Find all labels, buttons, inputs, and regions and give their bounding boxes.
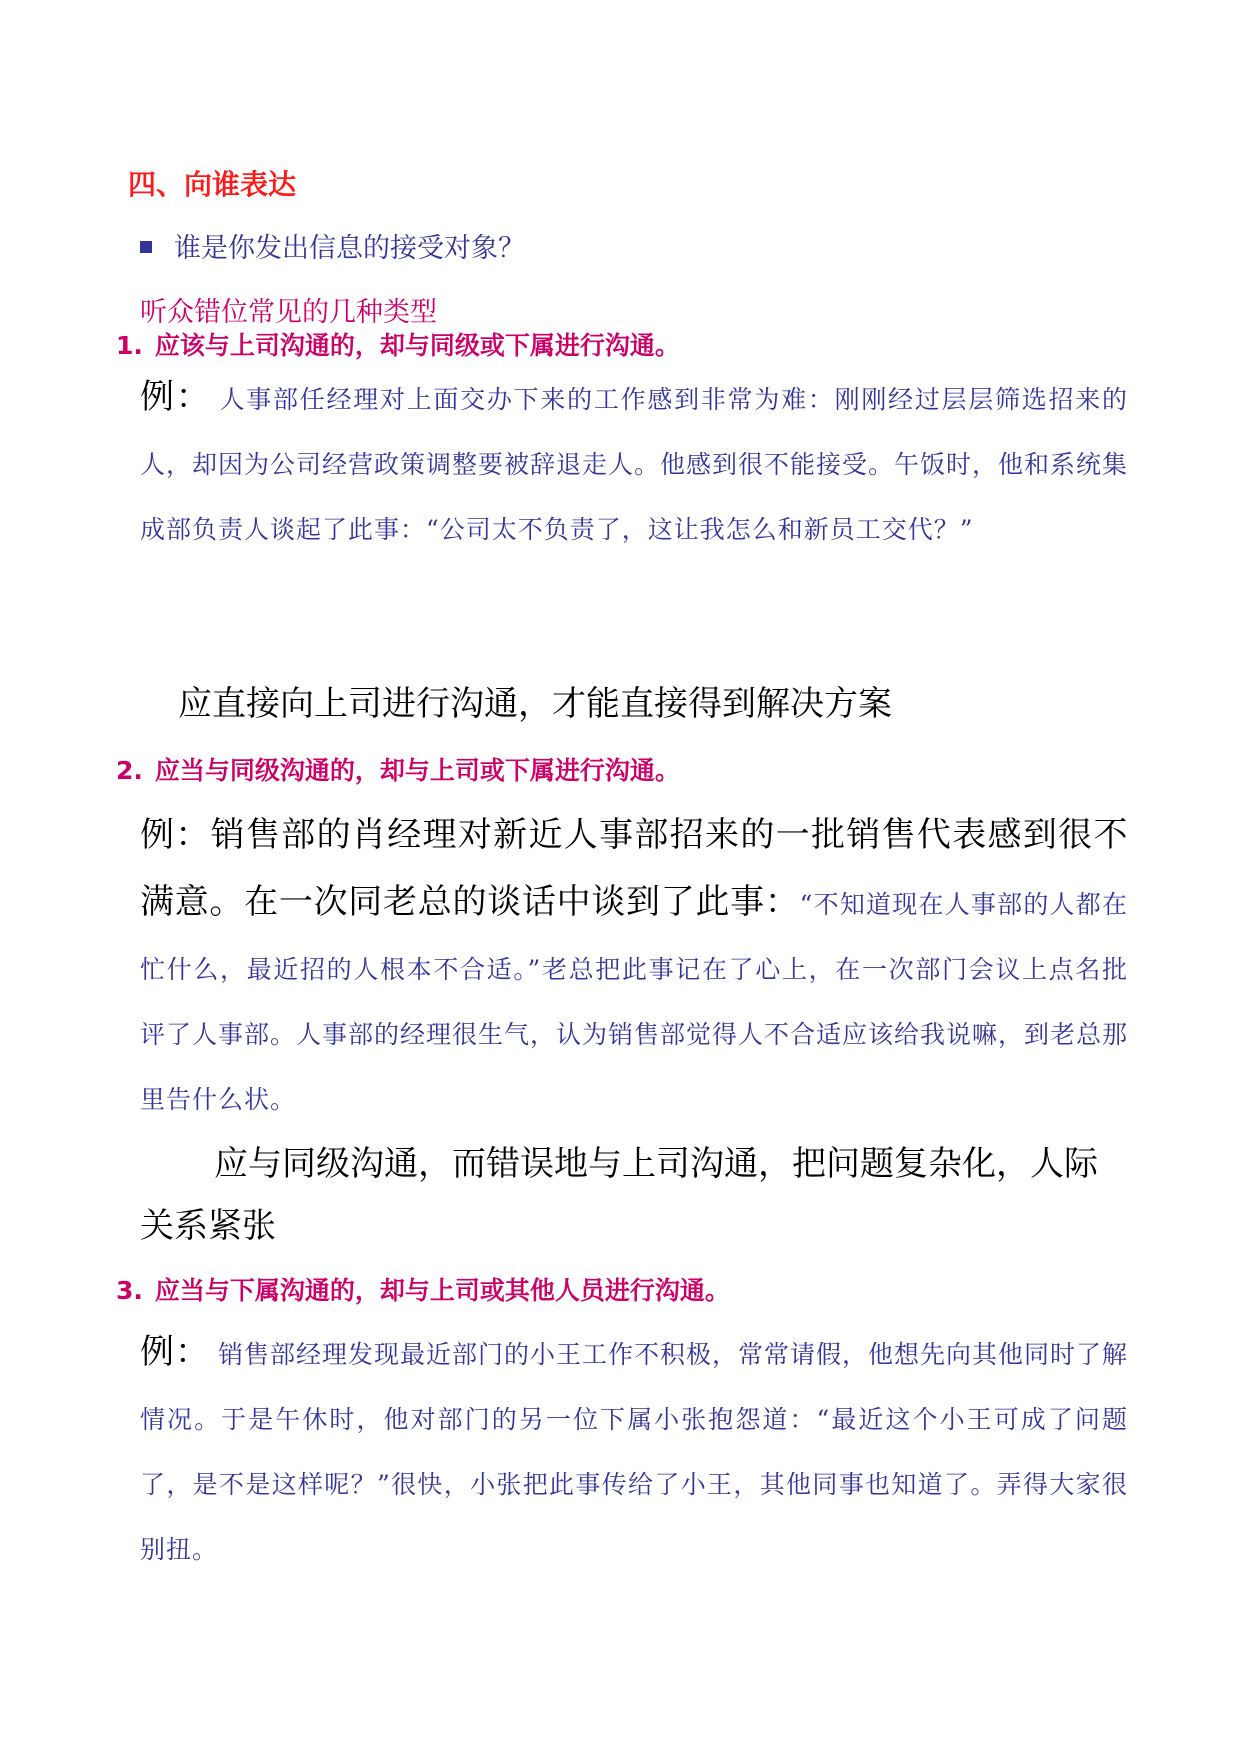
case-heading-1 [116,326,1106,366]
bullet-item [140,229,1130,269]
case-heading-2 [116,751,1106,791]
case-number: 1. [116,331,143,360]
example-text: 销售部经理发现最近部门的小王工作不积极，常常请假，他想先向其他同时了解情况。于是午休时，他对部门的另一位下属小张抱怨道：“最近这个小王可成了问题了，是不是这样呢？”很快，小张把此事传给了小王，其他同事也知道了。弄得大家很别扭。 [140,1340,1129,1564]
conclusion-2: 应与同级沟通，而错误地与上司沟通，把问题复杂化，人际关系紧张 [140,1144,1098,1246]
case-heading-text: 应当与同级沟通的，却与上司或下属进行沟通。 [154,756,680,785]
example-paragraph-2 [140,803,1128,1132]
example-text: 人事部任经理对上面交办下来的工作感到非常为难：刚刚经过层层筛选招来的人，却因为公司经营政策调整要被辞退走人。他感到很不能接受。午饭时，他和系统集成部负责人谈起了此事：“公司太不负责了，这让我怎么和新员工交代？” [140,385,1129,544]
example-prefix: 例： [140,377,212,417]
case-number: 2. [116,756,143,785]
example-lead: 例：销售部的肖经理对新近人事部招来的一批销售代表感到很不满意。在一次同老总的谈话中谈到了此事： [140,815,1128,922]
section-title: 四、向谁表达 [128,168,297,201]
square-bullet-icon [140,241,152,253]
example-paragraph-3 [140,1320,1128,1582]
case-number: 3. [116,1276,143,1305]
conclusion-1: 应直接向上司进行沟通，才能直接得到解决方案 [178,684,892,724]
types-title: 听众错位常见的几种类型 [140,297,437,328]
example-text: “不知道现在人事部的人都在忙什么，最近招的人根本不合适。”老总把此事记在了心上，在一次部门会议上点名批评了人事部。人事部的经理很生气，认为销售部觉得人不合适应该给我说嘛，到老总那里告什么状。 [140,890,1129,1114]
case-heading-text: 应当与下属沟通的，却与上司或其他人员进行沟通。 [154,1276,730,1305]
case-heading-3 [116,1271,1106,1311]
example-prefix: 例： [140,1332,210,1372]
bullet-text: 谁是你发出信息的接受对象？ [174,233,525,264]
example-paragraph-1 [140,365,1128,562]
case-heading-text: 应该与上司沟通的，却与同级或下属进行沟通。 [154,331,680,360]
